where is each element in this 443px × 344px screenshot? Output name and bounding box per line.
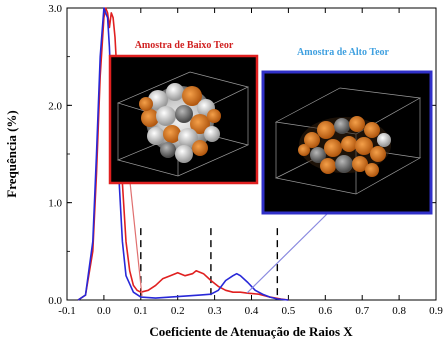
x-tick-label: 0.3 (207, 305, 222, 317)
y-tick-label: 2.0 (48, 100, 62, 113)
x-tick-label: 0.6 (318, 305, 333, 317)
y-axis-title: Frequência (%) (4, 110, 19, 198)
inset-high-grade (263, 47, 431, 213)
x-tick-label: -0.1 (58, 305, 76, 317)
x-tick-label: 0.0 (97, 305, 111, 317)
x-tick-label: 0.9 (429, 305, 443, 317)
inset-high-grade-label: Amostra de Alto Teor (297, 47, 389, 58)
x-axis-title: Coeficiente de Atenuação de Raios X (149, 324, 353, 339)
x-tick-label: 0.8 (392, 305, 406, 317)
y-tick-label: 0.0 (48, 295, 62, 307)
x-tick-label: 0.4 (244, 305, 259, 317)
inset-low-grade (110, 40, 257, 183)
x-tick-label: 0.1 (133, 305, 148, 317)
x-tick-label: 0.5 (281, 305, 296, 317)
x-tick-label: 0.7 (355, 305, 370, 317)
y-tick-label: 3.0 (48, 3, 62, 15)
x-tick-label: 0.2 (170, 305, 185, 317)
inset-low-grade-label: Amostra de Baixo Teor (134, 40, 234, 51)
y-tick-label: 1.0 (48, 197, 62, 210)
